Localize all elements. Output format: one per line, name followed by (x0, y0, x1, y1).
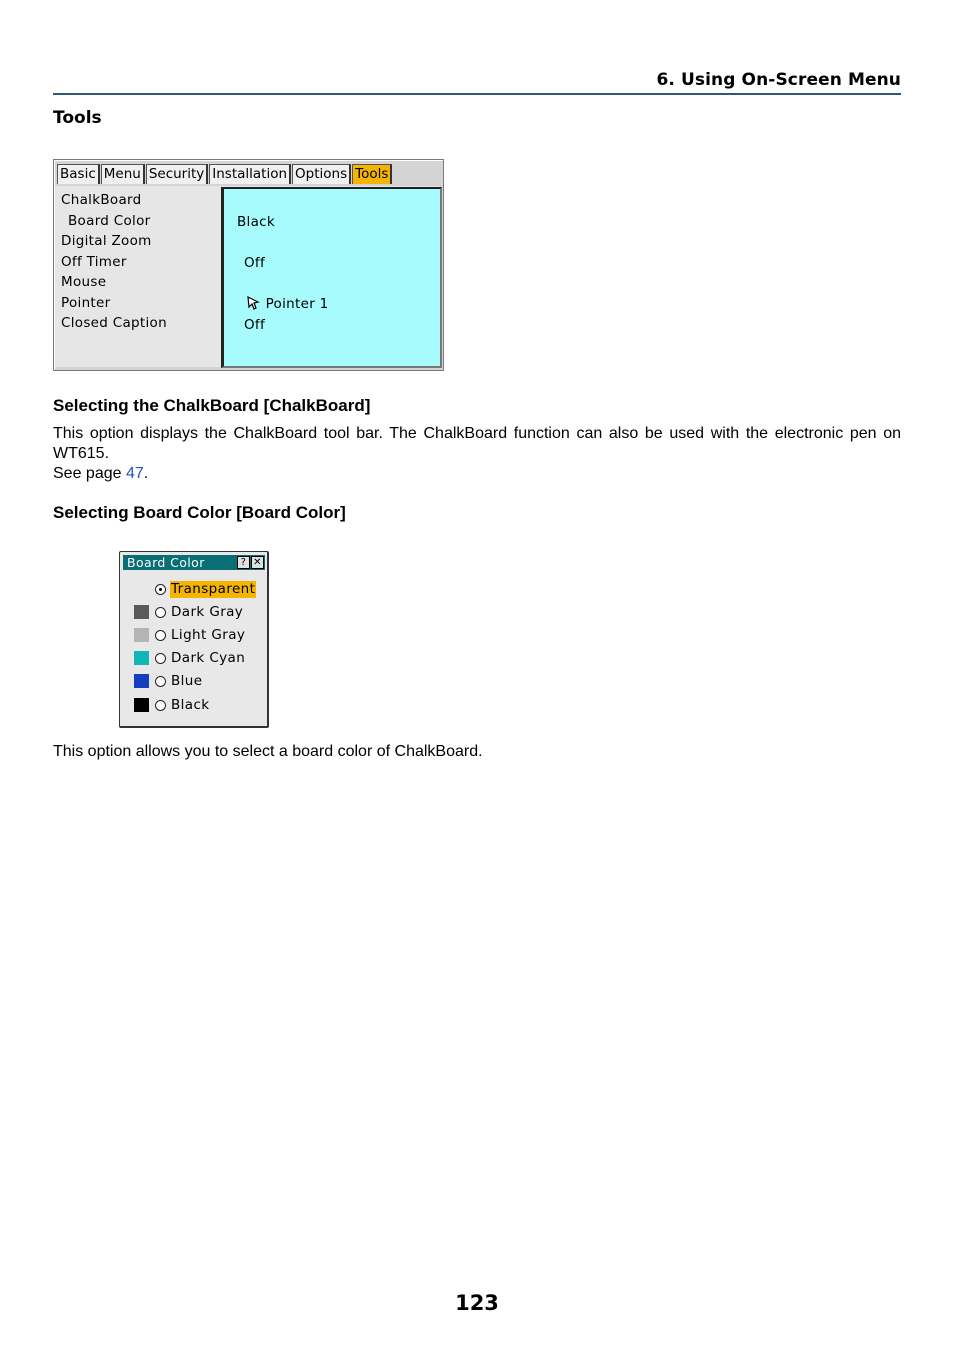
board-color-description: This option allows you to select a board color of ChalkBoard. (53, 743, 483, 760)
menu-tab-strip (57, 164, 415, 185)
radio-icon[interactable] (155, 630, 166, 641)
color-swatch (134, 628, 149, 642)
see-page-prefix: See page (53, 465, 126, 482)
chalkboard-description: This option displays the ChalkBoard tool bar. The ChalkBoard function can also be used with the electronic pen on WT615. (53, 425, 901, 462)
option-dark-cyan[interactable] (134, 650, 264, 667)
dialog-title: Board Color (127, 555, 205, 570)
dialog-title-bar (123, 555, 265, 570)
help-icon[interactable]: ? (237, 556, 250, 569)
option-label: Light Gray (171, 627, 246, 643)
option-blue[interactable] (134, 673, 264, 690)
pointer-value-wrapper (247, 296, 329, 312)
menu-item-closed-caption[interactable]: Closed Caption (61, 315, 167, 331)
radio-icon[interactable] (155, 676, 166, 687)
page-number: 123 (455, 1291, 499, 1315)
tab-basic[interactable]: Basic (57, 164, 100, 184)
off-timer-value: Off (244, 255, 266, 271)
radio-icon[interactable] (155, 607, 166, 618)
page-link[interactable]: 47 (125, 465, 144, 482)
menu-value-panel (221, 187, 442, 368)
board-color-value: Black (237, 214, 276, 230)
option-label: Transparent (171, 581, 256, 597)
pointer-arrow-icon (247, 296, 261, 310)
radio-icon[interactable] (155, 653, 166, 664)
color-swatch (134, 698, 149, 712)
option-label: Blue (171, 673, 203, 689)
option-dark-gray[interactable] (134, 604, 264, 621)
menu-item-mouse[interactable]: Mouse (61, 274, 107, 290)
board-color-dialog (119, 551, 269, 728)
option-label: Dark Gray (171, 604, 244, 620)
menu-item-pointer[interactable]: Pointer (61, 294, 111, 311)
radio-checked-icon[interactable] (155, 584, 166, 595)
tab-installation[interactable]: Installation (209, 164, 291, 184)
closed-caption-value: Off (244, 317, 266, 333)
tab-tools[interactable]: Tools (352, 164, 392, 184)
menu-body (55, 186, 440, 367)
option-black[interactable] (134, 697, 264, 714)
option-transparent[interactable] (134, 581, 264, 598)
see-page-reference (53, 464, 148, 484)
menu-item-board-color[interactable]: Board Color (68, 212, 151, 229)
menu-item-digital-zoom[interactable]: Digital Zoom (61, 233, 152, 249)
header-rule (53, 93, 901, 95)
option-label: Black (171, 697, 210, 713)
menu-label-column (61, 192, 221, 336)
color-swatch (134, 674, 149, 688)
option-label: Dark Cyan (171, 650, 246, 666)
option-light-gray[interactable] (134, 627, 264, 644)
radio-icon[interactable] (155, 700, 166, 711)
tab-security[interactable]: Security (146, 164, 208, 184)
chapter-title: 6. Using On-Screen Menu (656, 70, 901, 90)
chalkboard-heading: Selecting the ChalkBoard [ChalkBoard] (53, 396, 371, 415)
see-page-suffix: . (143, 465, 149, 482)
pointer-value: Pointer 1 (265, 296, 329, 312)
board-color-heading: Selecting Board Color [Board Color] (53, 503, 346, 522)
section-title: Tools (53, 108, 102, 128)
color-swatch (134, 605, 149, 619)
close-icon[interactable]: ✕ (251, 556, 264, 569)
tab-menu[interactable]: Menu (101, 164, 145, 184)
menu-item-chalkboard[interactable]: ChalkBoard (61, 192, 142, 208)
color-swatch (134, 651, 149, 665)
tools-menu-screenshot (53, 159, 444, 371)
menu-item-off-timer[interactable]: Off Timer (61, 253, 127, 270)
tab-options[interactable]: Options (292, 164, 351, 184)
